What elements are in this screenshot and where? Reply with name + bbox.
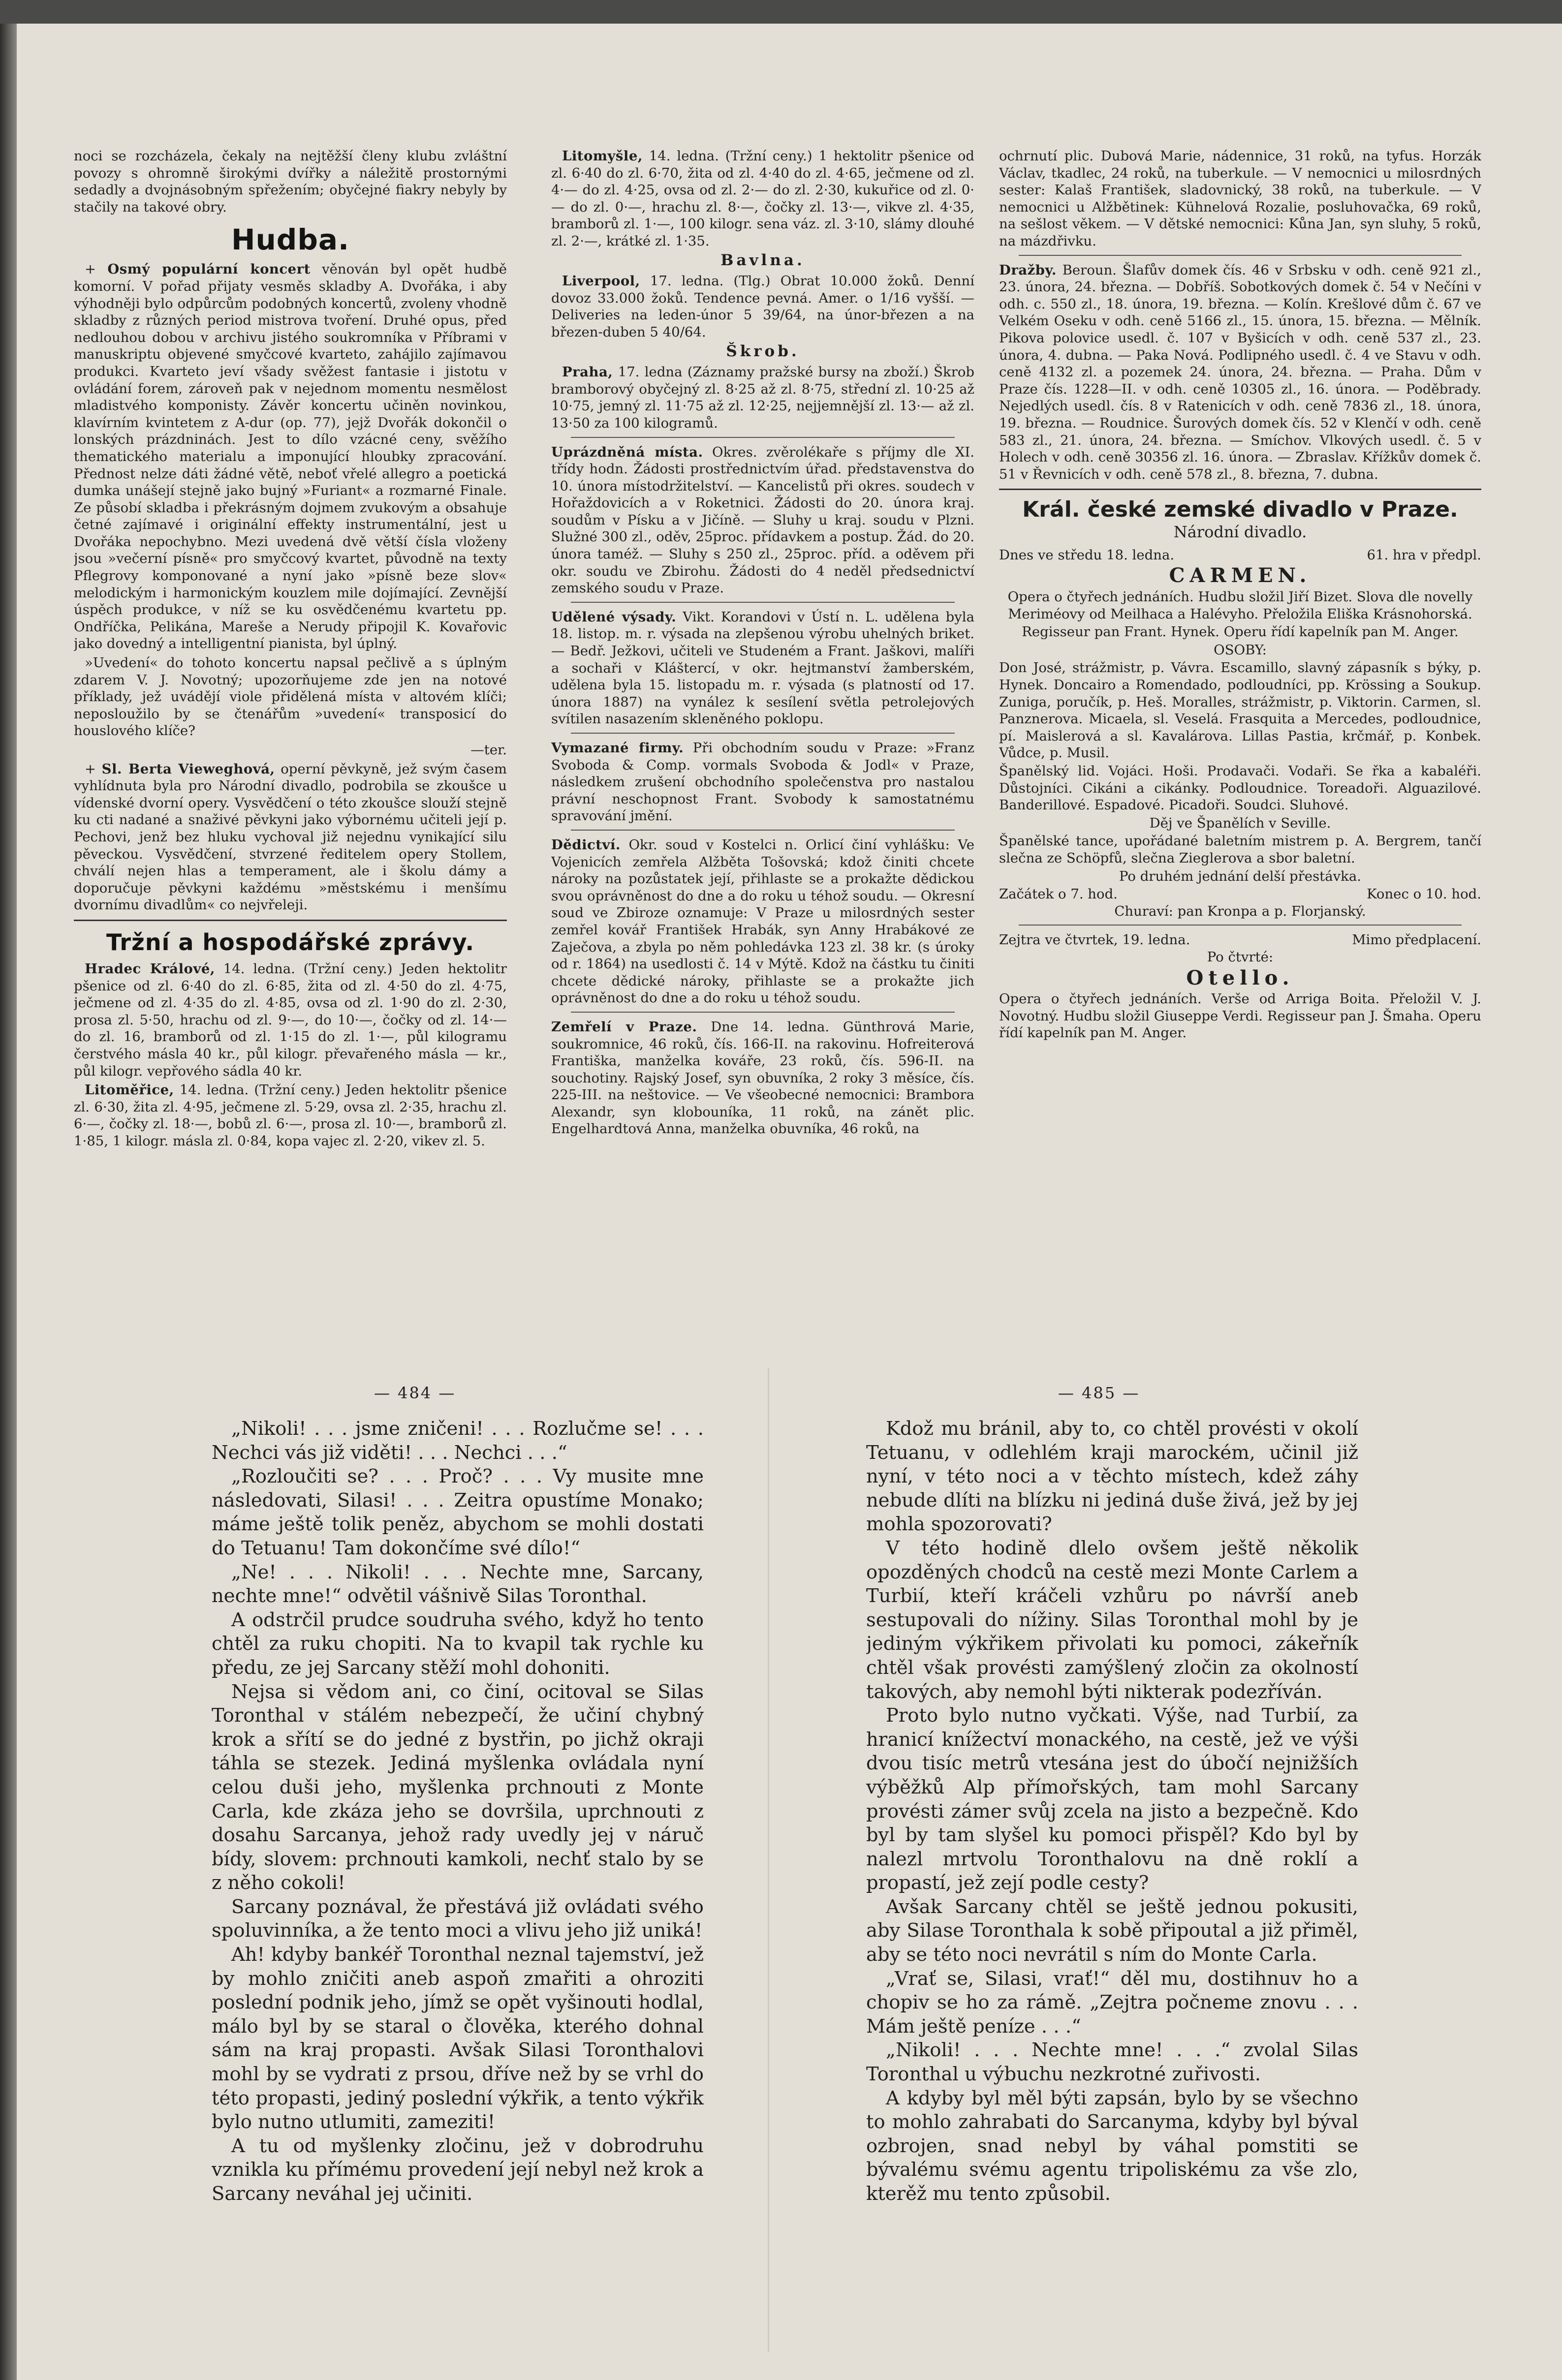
divider xyxy=(571,1012,955,1013)
divider xyxy=(571,437,955,438)
column-2 xyxy=(551,148,974,1368)
novel-paragraph: Kdož mu bránil, aby to, co chtěl provésti v okolí Tetuanu, v odlehlém kraji marockém, učinil již nyní, v této noci a v těchto místech, kdež záhy nebude dlíti na blízku ni jediná duše živá, jež by jej mohla spozorovati? xyxy=(866,1418,1358,1536)
novel-paragraph: Avšak Sarcany chtěl se ještě jednou pokusiti, aby Silase Toronthala k sobě připoutal a již přiměl, aby se této noci nevrátil s ním do Monte Carla. xyxy=(866,1895,1358,1966)
divider xyxy=(571,830,955,831)
intro-text: noci se rozcházela, čekaly na nejtěžší členy klubu zvláštní povozy s ohromně širokými dvířky a náležitě prostornými sedadly a dvojnásobným spřežením; obyčejné fiakry nebyly by stačily na takové obry. xyxy=(74,148,507,215)
dance-note: Španělské tance, upořádané baletním mistrem p. A. Bergrem, tančí slečna ze Schöpfů, slečna Zieglerova a sbor baletní. xyxy=(999,833,1481,866)
theatre-title: Král. české zemské divadlo v Praze. xyxy=(1022,497,1458,523)
novel-paragraph: Nejsa si vědom ani, co činí, ocitoval se Silas Toronthal v stálém nebezpečí, že učiní chybný krok a sřítí se do jedné z bystřin, po jichž okraji táhla se stezek. Jediná myšlenka ovládala nyní celou duši jeho, myšlenka prchnouti z Monte Carla, kde zkáza jeho se dovršila, uprchnouti z dosahu Sarcanya, jehož rady uvedly jej v náruč bídy, slovem: prchnouti kamkoli, nechť stalo by se z něho cokoli! xyxy=(212,1680,704,1894)
play-director: Regisseur pan Frant. Hynek. Operu řídí kapelník pan M. Anger. xyxy=(1022,624,1459,640)
cast-list: Don José, strážmistr, p. Vávra. Escamillo, slavný zápasník s býky, p. Hynek. Doncairo a Romendado, podloudníci, pp. Krössing a Soukup. Zuniga, poručík, p. Heš. Moralles, strážmistr, p. Viktorin. Carmen, sl. Panznerova. Micaela, sl. Veselá. Frasquita a Mercedes, podloudnice, pí. Maislerová a sl. Kavalárova. Lillas Pastia, krčmář, p. Konbek. Vůdce, p. Musil. xyxy=(999,660,1481,761)
play-description: Opera o čtyřech jednáních. Hudbu složil Jiří Bizet. Slova dle novelly Meriméovy od Meilhaca a Halévyho. Přeložila Eliška Krásnohorská. xyxy=(1007,589,1473,622)
divider xyxy=(999,489,1481,490)
notice-vacancies: Uprázdněná místa. Okres. zvěrolékaře s příjmy dle XI. třídy hodn. Žádosti prostřednictvím úřad. představenstva do 10. února místodržitelství. — Kancelistů při okres. soudech v Hořaždovicích a v Roketnici. Žádosti do 20. února kraj. soudům v Písku a v Jičíně. — Sluhy u kraj. soudu v Plzni. Služné 300 zl., oděv, 25proc. přídavkem a postup. Žád. do 20. února taméž. — Sluhy s 250 zl., 25proc. příd. a oděvem při okr. soudu ve Zbirohu. Žádosti do 4 neděl předsednictví zemského soudu v Praze. xyxy=(551,444,974,596)
tomorrow-date: Zejtra ve čtvrtek, 19. ledna. xyxy=(999,932,1190,948)
start-time: Začátek o 7. hod. xyxy=(999,886,1118,902)
divider xyxy=(571,602,955,603)
novel-paragraph: „Rozloučiti se? . . . Proč? . . . Vy musite mne následovati, Silasi! . . . Zeitra opustíme Monako; máme ještě tolik peněz, abychom se mohli dostati do Tetuanu! Tam dokončíme své dílo!“ xyxy=(212,1465,704,1559)
play2-description: Opera o čtyřech jednáních. Verše od Arriga Boita. Přeložil V. J. Novotný. Hudbu složil Giuseppe Verdi. Regisseur pan J. Šmaha. Operu řídí kapelník pan M. Anger. xyxy=(999,991,1481,1041)
divider xyxy=(74,920,507,921)
column-1 xyxy=(74,148,507,1368)
novel-paragraph: „Ne! . . . Nikoli! . . . Nechte mne, Sarcany, nechte mne!“ odvětil vášnivě Silas Toronthal. xyxy=(212,1561,704,1607)
heading-skrob: Škrob. xyxy=(726,342,800,360)
divider xyxy=(1019,255,1462,256)
novel-paragraph: „Nikoli! . . . Nechte mne! . . .“ zvolal Silas Toronthal u výbuchu nezkrotné zuřivosti. xyxy=(866,2039,1358,2086)
novel-paragraph: A odstrčil prudce soudruha svého, když ho tento chtěl za ruku chopiti. Na to kvapil tak rychle ku předu, ze jej Sarcany stěží mohl dohoniti. xyxy=(212,1608,704,1679)
novel-paragraph: A tu od myšlenky zločinu, jež v dobrodruhu vznikla ku přímému provedení její nebyl než krok a Sarcany neváhal jej učiniti. xyxy=(212,2134,704,2205)
novel-paragraph: V této hodině dlelo ovšem ještě několik opozděných chodců na cestě mezi Monte Carlem a Turbií, kteří kráčeli vzhůru po návrší aneb sestupovali do nížiny. Silas Toronthal mohl by je jediným výkřikem přivolati ku pomoci, zákeřník chtěl však provésti zamýšlený zločin za okolností takových, aby nemohl býti nikterak podezříván. xyxy=(866,1537,1358,1703)
market-liverpool: Liverpool, 17. ledna. (Tlg.) Obrat 10.000 žoků. Denní dovoz 33.000 žoků. Tendence pevná. Amer. o 1/16 vyšší. — Deliveries na leden-únor 5 39/64, na únor-březen a na březen-duben 5 40/64. xyxy=(551,273,974,340)
newspaper-columns xyxy=(74,148,1481,1368)
page-number-left: — 484 — xyxy=(374,1384,456,1402)
intermission-note: Po druhém jednání delší přestávka. xyxy=(1119,868,1361,884)
novel-page-right xyxy=(866,1417,1358,2352)
novel-paragraph: Sarcany poznával, že přestává již ovládati svého spoluvinníka, a že tento moci a vlivu jeho již uniká! xyxy=(212,1895,704,1942)
theatre-subtitle: Národní divadlo. xyxy=(1173,523,1307,542)
notice-deaths: Zemřelí v Praze. Dne 14. ledna. Günthrová Marie, soukromnice, 46 roků, čís. 166-II. na rakovinu. Hofreiterová Františka, manželka kováře, 23 roků, čís. 596-II. na souchotiny. Rajský Josef, syn obuvníka, 2 roky 3 měsíce, čís. 225-III. na neštovice. — Ve všeobecné nemocnici: Brambora Alexandr, syn klobouníka, 11 roků, na zánět plic. Engelhardtová Anna, manželka obuvníka, 46 roků, na xyxy=(551,1019,974,1137)
play-setting: Děj ve Španělích v Seville. xyxy=(1149,815,1331,831)
play-title-otello: Otello. xyxy=(1186,966,1294,989)
section-title-hudba: Hudba. xyxy=(231,223,350,257)
deaths-continued: ochrnutí plic. Dubová Marie, nádennice, 31 roků, na tyfus. Horzák Václav, tkadlec, 24 roků, na tuberkule. — V nemocnici u milosrdných sester: Kalaš František, sladovnický, 38 roků, na tuberkule. — V nemocnici u Alžbětinek: Kühnelová Rozalie, posluhovačka, 69 roků, na sešlost věkem. — V dětské nemocnici: Kůna Jan, syn sluhy, 5 roků, na mázdřivku. xyxy=(999,148,1481,249)
hudba-article-2: »Uvedení« do tohoto koncertu napsal pečlivě a s úplným zdarem V. J. Novotný; upozorňujeme zde jen na notové příklady, jež uvádějí viole přidělená místa v altovém klíči; neposloužilo by se čtenářům »uvedení« transposicí do houslového klíče? xyxy=(74,655,507,739)
novel-paragraph: Ah! kdyby bankéř Toronthal neznal tajemství, jež by mohlo zničiti aneb aspoň zmařiti a ohroziti poslední podnik jeho, jímž se opět vyšinouti hodlal, málo byl by se staral o člověka, kterého dohnal sám na kraj propasti. Avšak Silasi Toronthalovi mohl by se vydrati z prsou, dříve než by se vrhl do této propasti, jediný poslední výkřik, a tento výkřik bylo nutno utlumiti, zameziti! xyxy=(212,1944,704,2133)
tomorrow-row xyxy=(999,931,1481,949)
play-title-carmen: CARMEN. xyxy=(1169,564,1312,587)
theatre-date: Dnes ve středu 18. ledna. xyxy=(999,547,1175,563)
hudba-article-1: + Osmý populární koncert věnován byl opět hudbě komorní. V pořad přijaty vesměs skladby A. Dvořáka, i aby výhodněji bylo odpůrcům podobných koncertů, zvoleny vhodně skladby z různých period mistrova tvoření. Druhé opus, před nedlouhou dobou v archivu jistého soukromníka v Příbrami v manuskriptu objevené smyčcové kvarteto, zahájilo zajímavou produkci. Kvarteto jeví všady svěžest fantasie i jistotu v ovládání forem, zároveň pak v nejednom momentu nesmělost mladistvého komponisty. Závěr koncertu učiněn novinkou, klavírním kvintetem z A-dur (op. 77), jejž Dvořák dokončil o lonských prázdninách. Jest to dílo vzácné ceny, svěžího thematického materialu a imponující hloubky zpracování. Přednost nelze dáti žádné větě, neboť vřelé allegro a poetická dumka unášejí stejně jako bujný »Furiant« a rozmarné Finale. Ze působí skladba i překrásným dojmem zvukovým a obsahuje četné zajímavé i originální effekty instrumentální, jest u Dvořáka nepochybno. Mezi uvedená dvě větší čísla vloženy jsou »večerní písně« pro smyčcový kvartet, původně na texty Pflegrovy komponované a nyní jako »písně beze slov« melodickým i harmonickým kouzlem mile dojímající. Zevnější úspěch produkce, v níž se ku osvědčenému kvartetu pp. Ondříčka, Pelikána, Mareše a Nerudy připojil K. Kovařovic jako dovedný a intelligentní pianista, byl úplný. xyxy=(74,261,507,652)
notice-firms: Vymazané firmy. Při obchodním soudu v Praze: »Franz Svoboda & Comp. vormals Svoboda & Jodl« v Praze, následkem zrušení obchodního společenstva pro nastalou právní neschopnost Frant. Svobody k samostatnému spravování jmění. xyxy=(551,740,974,824)
theatre-subscription: 61. hra v předpl. xyxy=(1367,547,1481,563)
tomorrow-subscription: Mimo předplacení. xyxy=(1352,932,1481,948)
divider xyxy=(571,733,955,734)
cast-heading: OSOBY: xyxy=(1214,642,1267,658)
novel-paragraph: A kdyby byl měl býti zapsán, bylo by se všechno to mohlo zahrabati do Sarcanyma, kdyby byl býval ozbrojen, snad nebyl by váhal pomstiti se bývalému svému agentu tripoliskému za vše zlo, kterěž mu tento způsobil. xyxy=(866,2087,1358,2205)
divider xyxy=(1019,925,1462,926)
market-hradec: Hradec Králové, 14. ledna. (Tržní ceny.) Jeden hektolitr pšenice od zl. 6·40 do zl. 6·85, žita od zl. 4·50 do zl. 4·75, ječmene od zl. 4·35 do zl. 4·85, ovsa od zl. 1·90 do zl. 2·30, prosa zl. 5·50, hrachu od zl. 9·—, do 10·—, čočky od zl. 14·— do zl. 16, bramborů od zl. 1·15 do zl. 1·—, půl kilogramu čerstvého másla 40 kr., půl kilogr. převařeného másla — kr., půl kilogr. vepřového sádla 40 kr. xyxy=(74,960,507,1079)
top-edge-band xyxy=(0,0,1562,24)
novel-paragraph: Proto bylo nutno vyčkati. Výše, nad Turbií, za hranicí knížectví monackého, na cestě, jež ve výši dvou tisíc metrů vtesána jest do úbočí nejnižších výběžků Alp přímořských, tam mohl Sarcany provésti zámer svůj zcela na jisto a bezpečně. Kdo byl by tam slyšel ku pomoci přispěl? Kdo byl by nalezl mrtvolu Toronthalovu na dně roklí a propastí, jež zejí podle cesty? xyxy=(866,1704,1358,1894)
novel-paragraph: „Vrať se, Silasi, vrať!“ děl mu, dostihnuv ho a chopiv se ho za rámě. „Zejtra počneme znovu . . . Mám ještě peníze . . .“ xyxy=(866,1967,1358,2038)
market-praha: Praha, 17. ledna (Záznamy pražské bursy na zboží.) Škrob bramborový obyčejný zl. 8·25 až zl. 8·75, střední zl. 10·25 až 10·75, jemný zl. 11·75 až zl. 12·25, nejjemnější zl. 13·— až zl. 13·50 za 100 kilogramů. xyxy=(551,364,974,431)
end-time: Konec o 10. hod. xyxy=(1367,886,1481,902)
theatre-program xyxy=(999,496,1481,1042)
market-litomerice: Litoměřice, 14. ledna. (Tržní ceny.) Jeden hektolitr pšenice zl. 6·30, žita zl. 4·95, ječmene zl. 5·29, ovsa zl. 2·35, hrachu zl. 6·—, čočky zl. 18·—, bobů zl. 6·—, prosa zl. 10·—, bramborů zl. 1·85, 1 kilogr. másla zl. 0·84, kopa vajec zl. 2·20, vikev zl. 5. xyxy=(74,1082,507,1149)
hudba-signature: —ter. xyxy=(470,742,507,758)
notice-patents: Udělené výsady. Vikt. Korandovi v Ústí n. L. udělena byla 18. listop. m. r. výsada na zlepšenou výrobu uhelných briket. — Bedř. Ježkovi, učiteli ve Studeném a Frant. Jaškovi, malíři a sochaři v Kláštercí, v okr. hejtmanství žamberském, udělena byla 15. listopadu m. r. výsada (s platností od 17. února 1887) na vynález k sesílení světla petrolejových svítilen nasazením skleněného poklopu. xyxy=(551,609,974,727)
hudba-article-3: + Sl. Berta Vieweghová, operní pěvkyně, jež svým časem vyhlídnuta byla pro Národní divadlo, podrobila se zkoušce u vídenské dvorní opery. Vysvědčení o této zkoušce slouží stejně ku cti nadané a snaživé pěvkyni jako výbornému učiteli její p. Pechovi, jenž bez hluku vychoval již nejednu vynikající silu pěveckou. Vysvědčení, stvrzené ředitelem opery Stollem, chválí nejen hlas a temperament, ale i školu dámy a doporučuje pěvkyni každému »městskému i menšímu dvornímu divadlům« co nejvřeleji. xyxy=(74,761,507,913)
time-row xyxy=(999,886,1481,903)
page-number-right: — 485 — xyxy=(1058,1384,1140,1402)
notice-inheritance: Dědictví. Okr. soud v Kostelci n. Orlicí činí vyhlášku: Ve Vojenicích zemřela Alžběta Tošovská; kdož činiti chcete nároky na pozůstatek její, přihlaste se a prokažte dědickou svou oprávněnost do dne a do roku u téhož soudu. — Okresní soud ve Zbiroze oznamuje: V Praze u milosrdných sester zemřel kovář František Hrabák, syn Anny Hrabákové ze Zaječova, a zbyla po něm pohledávka 123 zl. 38 kr. (s úroky od r. 1864) na usedlosti č. 14 v Mýtě. Kdož na částku tu činiti chcete dědické nároky, přihlaste se a prokažte jich oprávněnost do dne a do roku u téhož soudu. xyxy=(551,836,974,1006)
page-fold xyxy=(768,1368,769,2352)
novel-page-left xyxy=(212,1417,704,2352)
notice-auctions: Dražby. Beroun. Šlafův domek čís. 46 v Srbsku v odh. ceně 921 zl., 23. února, 24. března. — Dobříš. Sobotkových domek č. 54 v Nečíni v odh. c. 550 zl., 18. února, 19. března. — Kolín. Krešlové dům č. 67 ve Velkém Oseku v odh. ceně 5166 zl., 15. února, 15. března. — Mělník. Pikova polovice usedl. č. 107 v Byšicích v odh. ceně 537 zl., 23. února, 4. dubna. — Paka Nová. Podlipného usedl. č. 4 ve Stavu v odh. ceně 4132 zl. a pozemek 24. února, 24. března. — Praha. Dům v Praze čís. 1228—II. v odh. ceně 10305 zl., 16. února. — Poděbrady. Nejedlých usedl. čís. 8 v Ratenicích v odh. ceně 7836 zl., 18. února, 19. března. — Roudnice. Šurových domek čís. 52 v Klenčí v odh. ceně 583 zl., 21. února, 24. března. — Smíchov. Vlkových usedl. č. 5 v Holech v odh. ceně 30356 zl. 16. února. — Zbraslav. Křížkův domek č. 51 v Řevnicích v odh. ceně 578 zl., 8. března, 7. dubna. xyxy=(999,262,1481,482)
novel-paragraph: „Nikoli! . . . jsme zničeni! . . . Rozlučme se! . . . Nechci vás již viděti! . . . Nechci . . .“ xyxy=(212,1418,704,1464)
section-title-trh: Tržní a hospodářské zprávy. xyxy=(106,928,474,956)
heading-bavlna: Bavlna. xyxy=(720,251,805,269)
market-litomysl: Litomyšle, 14. ledna. (Tržní ceny.) 1 hektolitr pšenice od zl. 6·40 do zl. 6·70, žita od zl. 4·40 do zl. 4·65, ječmene od zl. 4·— do zl. 4·25, ovsa od zl. 2·— do zl. 2·30, kukuřice od zl. 0·— do zl. 0·—, hrachu zl. 8·—, čočky zl. 13·—, vikve zl. 4·35, bramborů zl. 1·—, 100 kilogr. sena váz. zl. 3·10, slámy dlouhé zl. 2·—, krátké zl. 1·35. xyxy=(551,148,974,249)
left-binding-edge xyxy=(0,24,17,2380)
column-3 xyxy=(999,148,1481,1368)
sick-note: Churaví: pan Kronpa a p. Florjanský. xyxy=(1114,903,1366,919)
theatre-date-row xyxy=(999,547,1481,564)
tomorrow-intro: Po čtvrté: xyxy=(1207,949,1274,965)
extras-list: Španělský lid. Vojáci. Hoši. Prodavači. Vodaři. Se řka a kabaléři. Důstojníci. Cikáni a cikánky. Podloudnice. Toreadoři. Alguazilové. Banderillové. Espadové. Picadoři. Soudci. Sluhové. xyxy=(999,763,1481,813)
